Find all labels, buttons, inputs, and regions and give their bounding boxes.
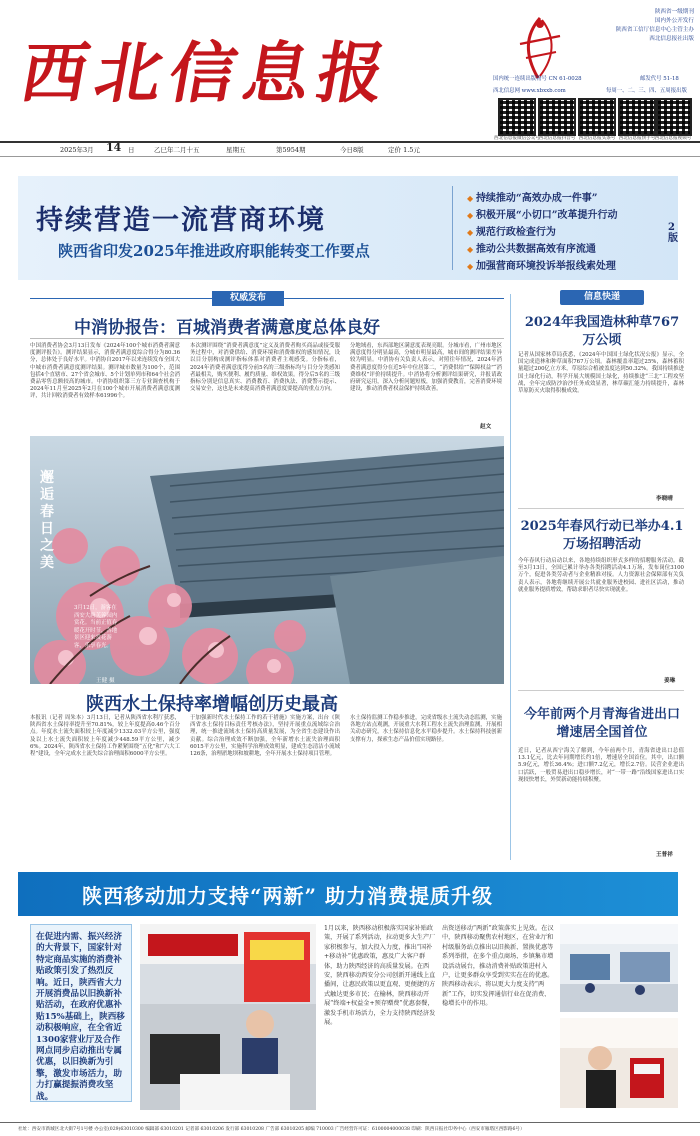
edition-line: 陕西省工信厅信息中心主管主办 — [615, 27, 694, 33]
dateline-bar — [0, 141, 700, 157]
banner-page-ref[interactable]: 2版 — [668, 222, 678, 244]
edition-line: 西北信息报社出版 — [649, 36, 694, 42]
news-headline-2: 2025年春风行动已举办4.1万场招聘活动 — [520, 519, 684, 552]
photo-title — [38, 470, 56, 572]
rights-byline: 赵文 — [480, 424, 492, 430]
news-byline-1: 李晓晴 — [656, 496, 673, 502]
banner-points — [467, 190, 617, 275]
mobile-headline: 陕西移动加力支持“两新” 助力消费提质升级 — [82, 884, 493, 908]
news-byline-2: 姜琳 — [664, 678, 676, 684]
edition-line: 陕西省一级期刊 — [654, 9, 694, 15]
column-rule — [510, 294, 511, 860]
qr-caption: 西北信息报微信公众号 — [494, 136, 540, 141]
dateline-pages: 今日8版 — [340, 146, 364, 154]
banner-point: ◆ 规范行政检查行为 — [467, 224, 617, 241]
post-code: 邮发代号 51-18 — [640, 76, 679, 82]
cn-number: 国内统一连续出版物号 CN 61-0028 — [493, 76, 582, 82]
masthead-title: 西北信息报 — [15, 34, 399, 112]
edition-line: 国内外公开发行 — [654, 18, 694, 24]
dateline-day: 14 — [106, 141, 122, 154]
banner-point: ◆ 推动公共数据高效有序流通 — [467, 241, 617, 258]
banner-divider — [452, 186, 453, 270]
news-headline-3: 今年前两个月青海省进出口增速居全国首位 — [523, 707, 680, 740]
dateline-lunar: 乙巳年二月十五 — [154, 146, 200, 154]
divider — [518, 508, 684, 509]
mobile-hall-photo — [560, 924, 678, 1012]
banner-point: ◆ 积极开展“小切口”改革提升行动 — [467, 207, 617, 224]
mobile-col-1: 1月以来，陕西移动积极落实国家补贴政策，开展了系列活动，拉动更多大生产厂家积极参与，加大投入力度，推出“国补+移动补”优惠政策，惠及广大客户群体，助力陕西经济的高质量发展。在西安，陕西移动西安分公司创新开通线上直播间，让惠民政策以更直观、更便捷的方式触达更多市民；在榆林，陕西移动开展“终端+权益金+预存赠费”优惠套餐，激发手机市场活力，全力支持陕西经济发展。 — [324, 925, 436, 1027]
qr-code-icon — [498, 98, 536, 136]
qr-code-icon — [656, 98, 692, 136]
dateline-day-suffix: 日 — [128, 146, 135, 154]
imprint-footer: 社址：西安市新城区北大街7号1号楼 办公室(029)63010300 编辑部 63010201 记者部 63010206 发行部 63010208 广告部 63010205 邮编 710003 广告经营许可证：6100004000038 印刷：陕西日报社印务中心（西安市雁塔区西影路6号） — [0, 1122, 700, 1136]
rights-headline: 中消协报告：百城消费者满意度总体良好 — [74, 318, 380, 338]
qr-caption: 西北信息报视频号 — [654, 136, 692, 141]
qr-caption: 西北信息报头条号 — [578, 136, 616, 141]
soil-col-2: 于加强新时代水土保持工作的若干措施》实施方案，出台《陕西省水土保持目标责任考核办法》，坚持开展重点流域综合治理，统一推进流域水土保持高质量发展，为全省生态建设作出贡献。综合治理成效不断加强，全年新增水土流失治理面积6015平方公里，实施科学治理成效明显，建成生态清洁小流域126条，治理淤地坝和坡耕地，全年开展水土保持项目管理。 — [190, 715, 340, 758]
dateline-issue: 第5954期 — [276, 146, 306, 154]
banner-point: ◆ 加强营商环境投诉举报线索处理 — [467, 258, 617, 275]
dateline-price: 定价 1.5元 — [388, 146, 420, 154]
section-tag-rights: 权威发布 — [212, 291, 284, 306]
rights-col-1: 中国消费者协会3月13日发布《2024年100个城市消费者满意度测评报告》。测评结果显示，消费者满意度综合得分为80.36分，总体处于良好水平。中消协自2017年以来连续发布全国大中城市消费者满意度测评结果。测评城市数量为100个，范围包括4个直辖市、27个省会城市、5个计划单列市和64个社会消费品零售总额较高的城市。中消协组织第三方专业调查机构于2024年11月至2025年2月在100个城市开展消费者满意度测评，共计回收消费者有效样本61996个。 — [30, 343, 180, 400]
dateline-weekday: 星期五 — [226, 146, 246, 154]
news-body-1: 记者从国家林草局获悉，《2024年中国国土绿化状况公报》显示，全国完成造林和种草面积767万公顷。森林覆盖率超过25%，森林蓄积量超过200亿立方米，草原综合植被盖度达到50.32%。我国持续推进国土绿化行动，科学开展大规模国土绿化，持续推进“三北”工程攻坚战，全年完成防沙治沙任务成效显著，林草碳汇能力持续提升，森林草原防灭火取得积极成效。 — [518, 352, 684, 395]
section-tag-news: 信息快递 — [560, 290, 644, 305]
website-link[interactable]: 西北信息网 www.xbxxb.com — [493, 88, 566, 94]
masthead-info — [492, 8, 694, 44]
rights-col-2: 本次测评围绕“消费者满意度”定义及消费者购买商品或接受服务过程中，对消费供给、消费环境和消费维权的感知情况，设以目分别构成测评指标体系对消费者主观感受。分指标看，2024年消费者满意度得分前5名的三级指标均与目分分类感知者最相关，购买便利、履约质量、维权效果。得分后5名的三级指标分别是信息真实、消费教育、消费执法、消费警示提示、交易安全，这也是未来提高消费者满意度要提高的重点方向。 — [190, 343, 340, 393]
divider — [518, 690, 684, 691]
news-body-2: 今年春风行动启动以来，各地持续组织形式多样的招聘服务活动。截至3月13日，全国已累计举办各类招聘活动4.1万场，发布岗位3100万个，促进各类劳动者与企业精准对接。人力资源社会保障部有关负责人表示，各地将继续开展公共就业服务进校园、进社区活动，推动就业服务提质增效，帮助求职者尽快实现就业。 — [518, 558, 684, 593]
qr-code-icon — [538, 98, 576, 136]
banner-title: 持续营造一流营商环境 — [36, 205, 326, 236]
photo-caption: 3月12日，游客在西安大唐芙蓉园内赏花。当前正值春暖花开时节，各地景区迎来赏花游客，乐享春光。 — [74, 605, 118, 649]
mobile-lead: 在促进内需、振兴经济的大背景下，国家针对特定商品实施的消费补贴政策引发了热烈反响。近日，陕西省大力开展消费品以旧换新补贴活动，在政府优惠补贴15%基础上，陕西移动积极响应，在全省近1300家营业厅及合作网点同步启动推出专属优惠，以旧换新为引擎，激发市场活力，助力打赢提振消费攻坚战。 — [36, 932, 125, 1102]
dateline-year-month: 2025年3月 — [60, 146, 94, 154]
mobile-col-2: 出资送移动“两新”政策落实上见效。在汉中，陕西移动聚焦农村地区，在营业厅和村级服务站点推出以旧换新、置换优惠等系列举措，在多个重点商场、乡镇集市增设活动展台，推动消费补贴政策进村入户，让更多群众享受到实实在在的优惠。陕西移动表示，将以更大力度支持“两新”工作，切实发挥通信行业在促消费、稳增长中的作用。 — [442, 925, 554, 1008]
photo-credit: 王健 摄 — [96, 678, 115, 684]
qr-code-icon — [578, 98, 616, 136]
banner-subtitle: 陕西省印发2025年推进政府职能转变工作要点 — [58, 242, 370, 260]
rights-col-3: 分地域看，东西部地区满意度表现亮眼。分城市看，广州市地区满意度得分明显最高，分城市明显最高，城市间的测评结果差异较为明显。中消协有关负责人表示，对照往年情况，2024年消费者满意度得分在近5年中位居第二，“消费供给”“保障权益”“消费维权”评价持续提升。中消协将分析测评结果研究，并报请政府研究运用，深入分析问题短板，加强消费教育，完善消费环境建设，推动消费者权益保护持续改善。 — [350, 343, 502, 393]
news-headline-1: 2024年我国造林种草767万公顷 — [524, 315, 680, 348]
mobile-store-photo — [140, 924, 316, 1110]
qr-caption: 西北信息报快手号 — [618, 136, 656, 141]
issue-days: 每周一、二、三、四、五周报出版 — [606, 88, 687, 94]
qr-code-icon — [618, 98, 656, 136]
soil-headline: 陕西水土保持率增幅创历史最高 — [86, 694, 338, 715]
news-byline-3: 王普祥 — [656, 852, 673, 858]
divider — [30, 338, 504, 339]
soil-col-1: 本报讯（记者 周朱本）3月13日，记者从陕西省水利厅获悉，陕西省水土保持率提升至70.81%，较上年度提高0.46个百分点。年度水土流失面积较上年度减少1332.03平方公里，强度及以上水土流失面积较上年度减少448.59平方公里，减少6%。2024年，陕西省水土保持工作紧紧围绕“五化”和“六大工程”建设，全年完成水土流失综合治理面积6000平方公里。 — [30, 715, 180, 758]
qr-caption: 西北信息报抖音号 — [538, 136, 576, 141]
qr-shipinhao[interactable] — [656, 98, 694, 142]
photo-title-text: 邂逅春日之美 — [40, 470, 54, 571]
news-body-3: 近日，记者从西宁海关了解到，今年前两个月，青海省进出口总值13.1亿元，比去年同期增长约1倍，增速居全国首位。其中，出口额5.9亿元，增长36.4%；进口额7.2亿元，增长2.7倍。民营企业进出口活跃，一般贸易进出口稳步增长，对“一带一路”沿线国家进出口实现较快增长，外贸新动能持续积聚。 — [518, 748, 684, 783]
mobile-livestream-photo — [560, 1018, 678, 1108]
soil-col-3: 水土保持监测工作稳步推进，完成省级水土流失动态监测，实施各地方站点观测，开展重大水利工程水土流失治理监测，开展相关动态研究，水土保持信息化水平稳步提升。水土保持科技创新支撑有力，探索生态产品价值实现路径。 — [350, 715, 502, 743]
banner-point: ◆ 持续推动“高效办成一件事” — [467, 190, 617, 207]
